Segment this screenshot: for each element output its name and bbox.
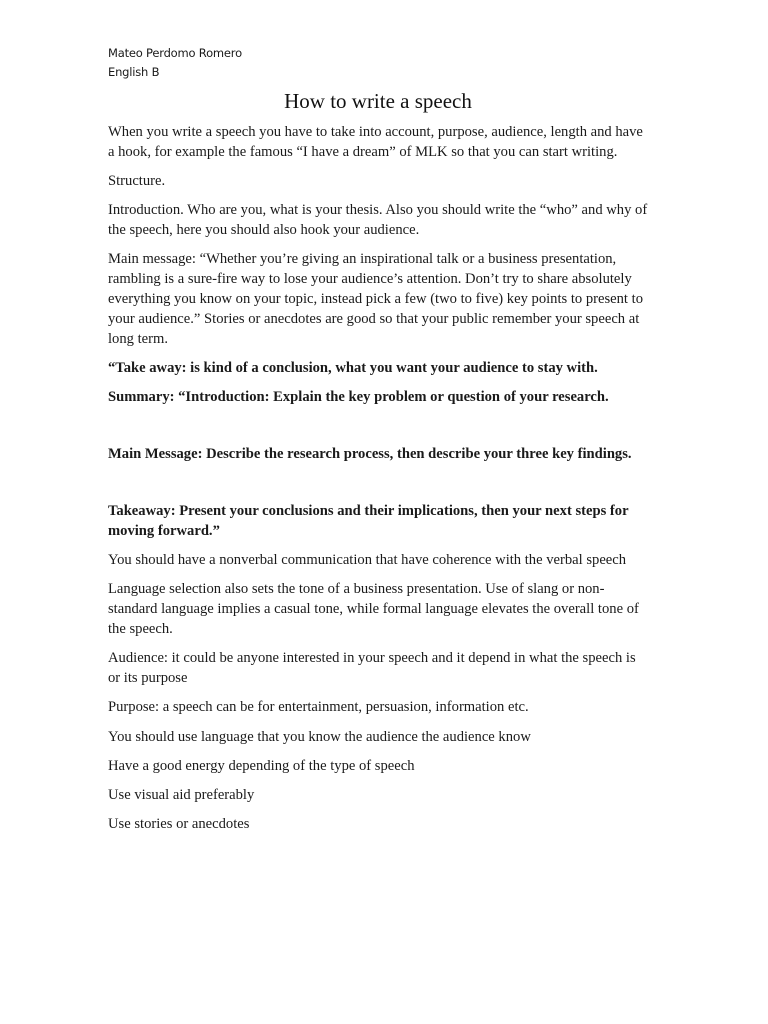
nonverbal-paragraph: You should have a nonverbal communication that have coherence with the verbal speech <box>108 551 627 568</box>
document-page <box>108 44 648 845</box>
structure-heading: Structure. <box>108 173 166 190</box>
energy-tip-paragraph: Have a good energy depending of the type of speech <box>108 757 415 774</box>
document-title: How to write a speech <box>284 89 472 113</box>
main-message-summary-paragraph: Main Message: Describe the research process, then describe your three key findings. <box>108 446 632 463</box>
stories-tip-paragraph: Use stories or anecdotes <box>108 816 250 833</box>
language-selection-paragraph: Language selection also sets the tone of a business presentation. Use of slang or non-standard language implies a casual tone, while formal language elevates the overall tone of the speech. <box>108 581 639 637</box>
purpose-paragraph: Purpose: a speech can be for entertainment, persuasion, information etc. <box>108 699 529 716</box>
summary-paragraph: Summary: “Introduction: Explain the key problem or question of your research. <box>108 389 609 406</box>
language-tip-paragraph: You should use language that you know the audience the audience know <box>108 728 531 745</box>
visual-aid-tip-paragraph: Use visual aid preferably <box>108 787 255 804</box>
author-name: Mateo Perdomo Romero <box>108 46 242 60</box>
introduction-paragraph: Introduction. Who are you, what is your thesis. Also you should write the “who” and why of the speech, here you should also hook your audience. <box>108 202 648 239</box>
takeaway-summary-paragraph: Takeaway: Present your conclusions and their implications, then your next steps for moving forward.” <box>108 502 629 539</box>
take-away-paragraph: “Take away: is kind of a conclusion, what you want your audience to stay with. <box>108 359 598 376</box>
main-message-paragraph: Main message: “Whether you’re giving an inspirational talk or a business presentation, rambling is a sure-fire way to lose your audience’s attention. Don’t try to share absolutely everything you know on your topic, instead pick a few (two to five) key points to present to your audience.” Stories or anecdotes are good so that your public remember your speech at long term. <box>108 251 643 347</box>
intro-paragraph: When you write a speech you have to take into account, purpose, audience, length and have a hook, for example the famous “I have a dream” of MLK so that you can start writing. <box>108 124 643 160</box>
course-name: English B <box>108 65 160 79</box>
audience-paragraph: Audience: it could be anyone interested in your speech and it depend in what the speech is or its purpose <box>108 650 636 686</box>
